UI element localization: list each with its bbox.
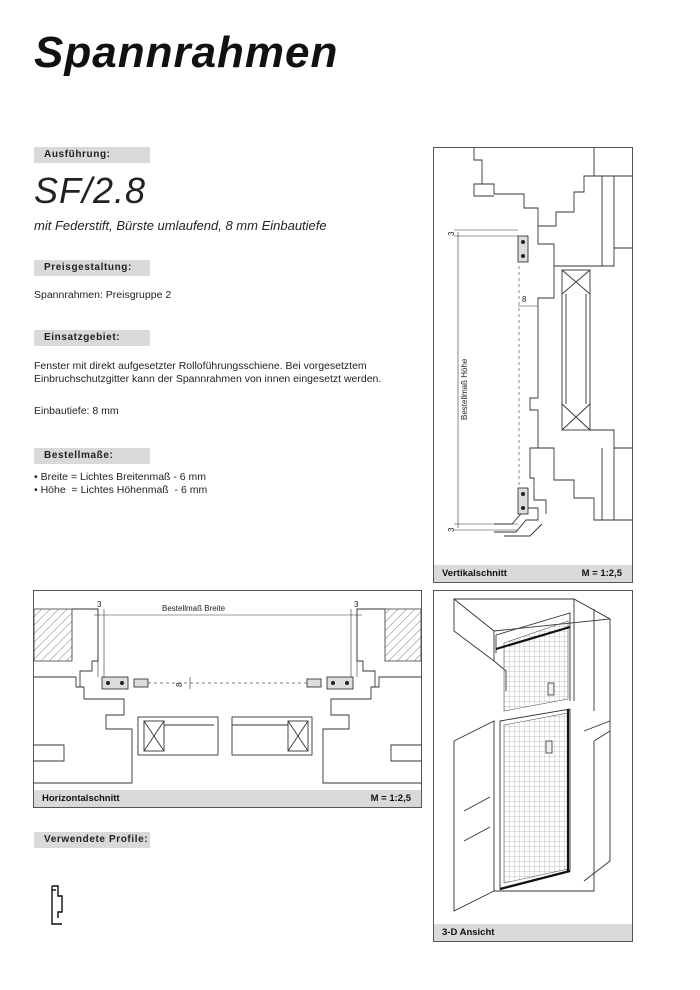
- model-description: mit Federstift, Bürste umlaufend, 8 mm Einbautiefe: [34, 218, 327, 233]
- model-name: SF/2.8: [34, 170, 147, 211]
- section-label-ausfuehrung: Ausführung:: [34, 147, 150, 163]
- view-3d-drawing: [434, 591, 632, 924]
- section-label-profile: Verwendete Profile:: [34, 832, 150, 848]
- vertical-dim-bottom: 3: [447, 527, 456, 532]
- horizontal-dim-left: 3: [97, 600, 102, 609]
- installation-depth: Einbautiefe: 8 mm: [34, 405, 119, 417]
- profile-cross-section-icon: [48, 884, 70, 926]
- view-3d-title: 3-D Ansicht: [442, 927, 495, 938]
- vertical-dim-top: 3: [447, 231, 456, 236]
- view-3d-panel: [433, 590, 633, 942]
- vertical-section-caption: [434, 565, 632, 582]
- vertical-dim-height: Bestellmaß Höhe: [460, 358, 469, 420]
- horizontal-section-drawing: [34, 591, 421, 790]
- order-dimension-width: • Breite = Lichtes Breitenmaß - 6 mm: [34, 471, 207, 483]
- horizontal-dim-depth: 8: [175, 682, 184, 687]
- horizontal-dim-width: Bestellmaß Breite: [162, 604, 226, 613]
- horizontal-dim-right: 3: [354, 600, 359, 609]
- vertical-section-title: Vertikalschnitt: [442, 568, 507, 579]
- view-3d-caption: [434, 924, 632, 941]
- vertical-section-scale: M = 1:2,5: [581, 568, 622, 579]
- section-label-einsatz: Einsatzgebiet:: [34, 330, 150, 346]
- section-label-bestellmasse: Bestellmaße:: [34, 448, 150, 464]
- usage-line-2: Einbruchschutzgitter kann der Spannrahmen von innen eingesetzt werden.: [34, 373, 382, 385]
- horizontal-section-panel: [33, 590, 422, 808]
- vertical-section-panel: [433, 147, 633, 583]
- vertical-section-drawing: [434, 148, 632, 565]
- horizontal-section-title: Horizontalschnitt: [42, 793, 120, 804]
- horizontal-section-caption: [34, 790, 421, 807]
- page-title: Spannrahmen: [34, 28, 339, 77]
- price-text: Spannrahmen: Preisgruppe 2: [34, 289, 172, 301]
- vertical-dim-depth: 8: [522, 295, 527, 304]
- order-dimension-height: • Höhe = Lichtes Höhenmaß - 6 mm: [34, 484, 208, 496]
- usage-line-1: Fenster mit direkt aufgesetzter Rolloführungsschiene. Bei vorgesetztem: [34, 360, 367, 372]
- horizontal-section-scale: M = 1:2,5: [370, 793, 411, 804]
- section-label-preis: Preisgestaltung:: [34, 260, 150, 276]
